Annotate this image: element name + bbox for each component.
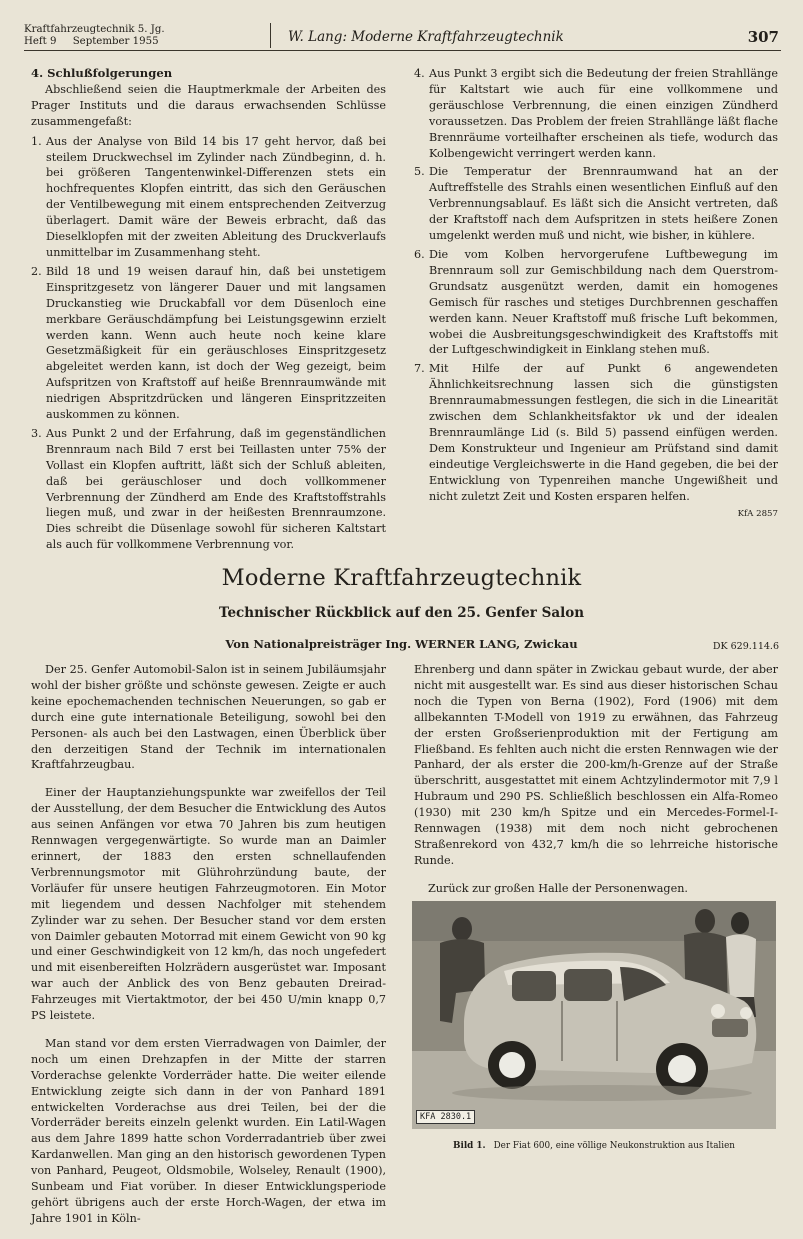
item-number: 5. xyxy=(414,165,425,179)
item-number: 6. xyxy=(414,247,425,261)
item-text: Die Temperatur der Brennraumwand hat an der Auftreffstelle des Strahls einen wesentlichen Einfluß auf den Verbrennungsablauf. Es läßt sich die Ansicht vertreten, daß der Kraftstoff nach dem Aufspritzen in stets heißere Zonen umgelenkt werden muß und nicht, wie bisher, in kühlere. xyxy=(429,165,778,243)
photo-label: KFA 2830.1 xyxy=(416,1110,475,1124)
running-title: W. Lang: Moderne Kraftfahrzeugtechnik xyxy=(288,29,564,45)
article-author: Von Nationalpreisträger Ing. WERNER LANG, Zwickau xyxy=(225,637,578,651)
caption-label: Bild 1. xyxy=(453,1141,486,1151)
conclusion-item xyxy=(414,361,778,504)
item-number: 2. xyxy=(31,264,42,278)
article-paragraph: Einer der Hauptanziehungspunkte war zweifellos der Teil der Ausstellung, der dem Besucher die Entwicklung des Autos aus seinen Anfängen vor etwa 70 Jahren bis zum heutigen Rennwagen vergegenwärtigte. So wurde man an Daimler erinnert, der 1883 den ersten schnellaufenden Verbrennungsmotor mit Glührohrzündung baute, der Vorläufer für unsere heutigen Fahrzeugmotoren. Ein Motor mit liegendem und dessen Nachfolger mit stehendem Zylinder war zu sehen. Der Besucher stand vor dem ersten von Daimler gebauten Motorrad mit einem Gewicht von 90 kg und einer Geschwindigkeit von 12 km/h, das noch ungefedert und mit eisenbereiften Holzrädern ausgerüstet war. Imposant war auch der Anblick des von Benz gebauten Dreirad-Fahrzeuges mit Viertaktmotor, der bei 450 U/min knapp 0,7 PS leistete. xyxy=(31,786,386,1023)
car-illustration xyxy=(412,901,776,1129)
photo-caption xyxy=(412,1141,776,1151)
item-number: 4. xyxy=(414,67,425,80)
section-intro: Abschließend seien die Hauptmerkmale der Arbeiten des Prager Instituts und die daraus erwachsenden Schlüsse zusammengefaßt: xyxy=(31,82,386,128)
page-number: 307 xyxy=(747,28,779,46)
item-number: 7. xyxy=(414,362,425,376)
upper-left-column xyxy=(31,66,386,556)
item-text: Aus der Analyse von Bild 14 bis 17 geht hervor, daß bei steilem Druckwechsel im Zylinder nach Zündbeginn, d. h. bei größeren Tangentenwinkel-Differenzen stets ein hochfrequentes Klopfen eintritt, das sich den Geräuschen der Ventilbewegung mit einem entsprechenden Zeitverzug überlagert. Damit wäre der Beweis erbracht, daß das Dieselklopfen mit der zweiten Ableitung des Druckverlaufs unmittelbar im Zusammenhang steht. xyxy=(46,134,386,259)
journal-line-2: Heft 9 September 1955 xyxy=(24,36,159,47)
item-text: Aus Punkt 3 ergibt sich die Bedeutung der freien Strahllänge für Kaltstart wie auch für eine vollkommene und geräuschlose Verbrennung, die einen einzigen Zündherd voraussetzen. Das Problem der freien Strahllänge läßt flache Brennräume vorteilhafter erscheinen als tiefe, wodurch das Kolbengewicht verringert werden kann. xyxy=(429,67,778,160)
item-number: 3. xyxy=(31,426,42,440)
conclusion-item xyxy=(414,164,778,244)
section-heading: 4. Schlußfolgerungen xyxy=(31,66,173,80)
conclusion-item xyxy=(414,247,778,358)
header-divider xyxy=(270,23,271,48)
article-right-column xyxy=(414,662,778,909)
article-left-column xyxy=(31,662,386,1239)
conclusion-item xyxy=(31,134,386,261)
fiat-600-photo xyxy=(412,901,776,1129)
item-text: Aus Punkt 2 und der Erfahrung, daß im gegenständlichen Brennraum nach Bild 7 erst bei Teillasten unter 75% der Vollast ein Klopfen auftritt, läßt sich der Schluß ableiten, daß bei geräuschloser und doch vollkommener Verbrennung der Zündherd am Ende des Kraftstoffstrahls liegen muß, und zwar in der heißesten Brennraumzone. Dies schreibt die Düsenlage sowohl für sicheren Kaltstart als auch für vollkommene Verbrennung vor. xyxy=(46,426,386,552)
reference-code: KfA 2857 xyxy=(737,509,778,520)
article-paragraph: Zurück zur großen Halle der Personenwagen. xyxy=(428,881,688,895)
conclusion-item xyxy=(31,426,386,553)
article-subtitle: Technischer Rückblick auf den 25. Genfer Salon xyxy=(218,605,585,621)
item-text: Die vom Kolben hervorgerufene Luftbewegung im Brennraum soll zur Gemischbildung nach dem Querstrom-Grundsatz ausgenützt werden, damit ein homogenes Gemisch für rasches und stetiges Durchbrennen geschaffen werden kann. Neuer Kraftstoff muß frische Luft bekommen, wobei die Ausbreitungsgeschwindigkeit des Kraftstoffs mit der Luftgeschwindigkeit in Einklang stehen muß. xyxy=(429,247,778,357)
dk-classification: DK 629.114.6 xyxy=(712,641,779,652)
article-title: Moderne Kraftfahrzeugtechnik xyxy=(221,565,582,591)
article-paragraph: Ehrenberg und dann später in Zwickau gebaut wurde, der aber nicht mit ausgestellt war. Es sind aus dieser historischen Schau noch die Typen von Berna (1902), Ford (1906) mit dem allbekannten T-Modell von 1919 zu erwähnen, das Fahrzeug der ersten Großserienproduktion mit der Fertigung am Fließband. Es fehlten auch nicht die ersten Rennwagen wie der Panhard, der als erster die 200-km/h-Grenze auf der Straße überschritt, ausgestattet mit einem Achtzylindermotor mit 7,9 l Hubraum und 290 PS. Schließlich beschlossen ein Alfa-Romeo (1930) mit 230 km/h Spitze und ein Mercedes-Formel-I-Rennwagen (1938) mit dem noch nicht gebrochenen Straßenrekord von 432,7 km/h die so lehrreiche historische Runde. xyxy=(414,663,778,867)
caption-text: Der Fiat 600, eine völlige Neukonstruktion aus Italien xyxy=(493,1141,735,1151)
article-paragraph: Der 25. Genfer Automobil-Salon ist in seinem Jubiläumsjahr wohl der bisher größte und schönste gewesen. Zeigte er auch keine epochemachenden technischen Neuerungen, so gab er durch eine gute internationale Beteiligung, sowohl bei den Personen- als auch bei den Lastwagen, einen Überblick über den derzeitigen Stand der Technik im internationalen Kraftfahrzeugbau. xyxy=(31,663,386,772)
journal-line-1: Kraftfahrzeugtechnik 5. Jg. xyxy=(24,24,165,35)
item-number: 1. xyxy=(31,134,42,148)
item-text: Mit Hilfe der auf Punkt 6 angewendeten Ähnlichkeitsrechnung lassen sich die günstigsten Brennraumabmessungen festlegen, die sich in die Linearität zwischen dem Schlankheitsfaktor νk und der idealen Brennraumlänge Lid (s. Bild 5) passend einfügen werden. Dem Konstrukteur und Ingenieur am Prüfstand sind damit eindeutige Vergleichswerte in die Hand gegeben, die bei der Entwicklung von Typenreihen manche Ungewißheit und nicht zuletzt Zeit und Kosten ersparen helfen. xyxy=(429,362,778,503)
header-rule xyxy=(24,50,781,51)
journal-info xyxy=(24,24,165,48)
conclusion-item xyxy=(31,264,386,423)
conclusion-item xyxy=(414,66,778,161)
item-text: Bild 18 und 19 weisen darauf hin, daß bei unstetigem Einspritzgesetz von längerer Dauer und mit langsamen Druckanstieg wie Druckabfall vor dem Düsenloch eine merkbare Geräuschdämpfung bei Leistungsgewinn erzielt werden kann. Wenn auch heute noch keine klare Gesetzmäßigkeit für ein geräuschloses Einspritzgesetz abgeleitet werden kann, ist doch der Weg gezeigt, beim Aufspritzen von Kraftstoff auf heiße Brennraumwände mit niedrigen Abspritzdrücken und längeren Einspritzzeiten auskommen zu können. xyxy=(46,264,386,422)
article-paragraph: Man stand vor dem ersten Vierradwagen von Daimler, der noch um einen Drehzapfen in der Mitte der starren Vorderachse gelenkte Vorderräder hatte. Die weiter eilende Entwicklung zeigte sich dann in der von Panhard 1891 entwickelten Vorderachse aus drei Teilen, bei der die Vorderräder bereits einzeln gelenkt wurden. Ein Latil-Wagen aus dem Jahre 1899 hatte schon Vorderradantrieb über zwei Kardanwellen. Man ging an den historisch gewordenen Typen von Panhard, Peugeot, Oldsmobile, Wolseley, Renault (1900), Sunbeam und Fiat vorüber. In dieser Entwicklungsperiode gehört übrigens auch der erste Horch-Wagen, der etwa im Jahre 1901 in Köln- xyxy=(31,1036,386,1225)
upper-right-column xyxy=(414,66,778,523)
